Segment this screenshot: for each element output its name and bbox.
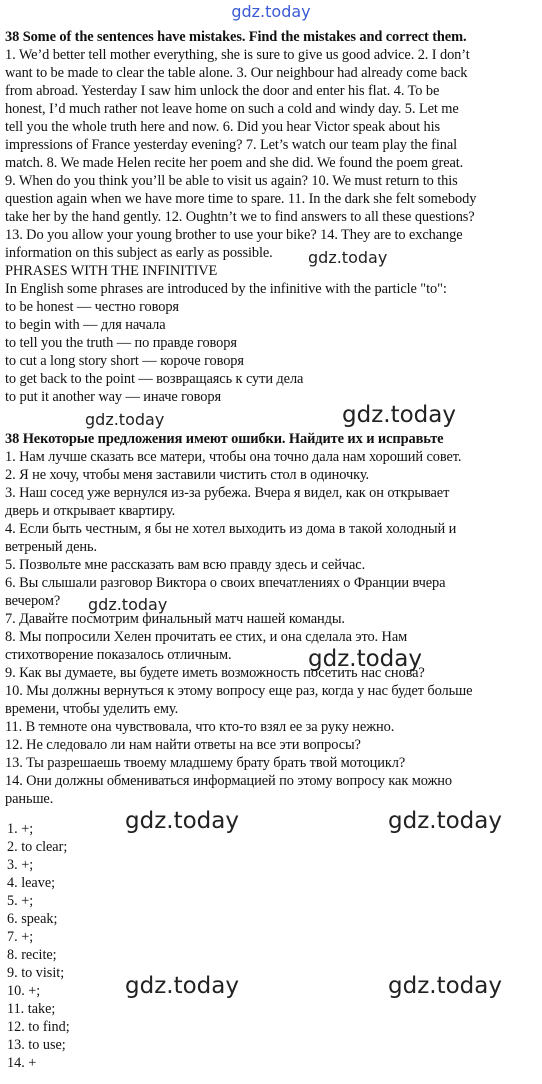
answer-item: 4. leave; (7, 875, 56, 891)
phrases-title: PHRASES WITH THE INFINITIVE (5, 263, 218, 279)
exercise-line-en: question again when we have more time to spare. 11. In the dark she felt somebody (5, 191, 477, 207)
answer-item: 9. to visit; (7, 965, 65, 981)
exercise-line-ru: 5. Позвольте мне рассказать вам всю правду здесь и сейчас. (5, 557, 366, 573)
exercise-line-ru: раньше. (5, 791, 54, 807)
watermark: gdz.today (308, 646, 422, 672)
answer-item: 13. to use; (7, 1037, 66, 1053)
watermark: gdz.today (85, 410, 165, 429)
answer-item: 10. +; (7, 983, 41, 999)
answer-item: 12. to find; (7, 1019, 70, 1035)
exercise-line-en: from abroad. Yesterday I saw him unlock the door and enter his flat. 4. To be (5, 83, 440, 99)
phrase-item: to tell you the truth — по правде говоря (5, 335, 237, 351)
phrase-item: to get back to the point — возвращаясь к сути дела (5, 371, 304, 387)
exercise-line-en: take her by the hand gently. 12. Oughtn’t we to find answers to all these questions? (5, 209, 475, 225)
exercise-line-ru: 10. Мы должны вернуться к этому вопросу еще раз, когда у нас будет больше (5, 683, 473, 699)
watermark: gdz.today (308, 248, 388, 267)
phrase-item: to cut a long story short — короче говоря (5, 353, 244, 369)
phrase-item: to be honest — честно говоря (5, 299, 179, 315)
answer-item: 14. + (7, 1055, 37, 1071)
exercise-line-en: impressions of France yesterday evening? 7. Let’s watch our team play the final (5, 137, 458, 153)
exercise-line-ru: 9. Как вы думаете, вы будете иметь возможность посетить нас снова? (5, 665, 425, 681)
exercise-line-ru: 11. В темноте она чувствовала, что кто-то взял ее за руку нежно. (5, 719, 395, 735)
exercise-line-en: tell you the whole truth here and now. 6. Did you hear Victor speak about his (5, 119, 441, 135)
answer-item: 3. +; (7, 857, 34, 873)
exercise-line-ru: 12. Не следовало ли нам найти ответы на все эти вопросы? (5, 737, 361, 753)
watermark: gdz.today (125, 808, 239, 834)
exercise-line-ru: времени, чтобы уделить ему. (5, 701, 179, 717)
exercise-line-en: 1. We’d better tell mother everything, she is sure to give us good advice. 2. I don’t (5, 47, 470, 63)
exercise-line-ru: 13. Ты разрешаешь твоему младшему брату брать твой мотоцикл? (5, 755, 406, 771)
answer-item: 8. recite; (7, 947, 57, 963)
answer-item: 6. speak; (7, 911, 58, 927)
exercise-heading-en: 38 Some of the sentences have mistakes. Find the mistakes and correct them. (5, 29, 467, 45)
watermark: gdz.today (388, 808, 502, 834)
exercise-line-ru: 7. Давайте посмотрим финальный матч нашей команды. (5, 611, 345, 627)
answer-item: 2. to clear; (7, 839, 68, 855)
exercise-line-ru: 1. Нам лучше сказать все матери, чтобы она точно дала нам хороший совет. (5, 449, 462, 465)
phrase-item: to put it another way — иначе говоря (5, 389, 221, 405)
exercise-line-ru: стихотворение показалось отличным. (5, 647, 232, 663)
exercise-line-ru: 14. Они должны обмениваться информацией по этому вопросу как можно (5, 773, 452, 789)
exercise-line-ru: 6. Вы слышали разговор Виктора о своих впечатлениях о Франции вчера (5, 575, 446, 591)
answer-item: 1. +; (7, 821, 34, 837)
exercise-line-ru: вечером? (5, 593, 61, 609)
phrases-intro: In English some phrases are introduced by the infinitive with the particle "to": (5, 281, 447, 297)
exercise-line-ru: дверь и открывает квартиру. (5, 503, 176, 519)
exercise-heading-ru: 38 Некоторые предложения имеют ошибки. Найдите их и исправьте (5, 431, 444, 447)
watermark: gdz.today (125, 973, 239, 999)
exercise-line-en: information on this subject as early as possible. (5, 245, 273, 261)
exercise-line-ru: ветреный день. (5, 539, 97, 555)
answer-item: 5. +; (7, 893, 34, 909)
watermark: gdz.today (231, 2, 311, 21)
exercise-line-ru: 3. Наш сосед уже вернулся из-за рубежа. Вчера я видел, как он открывает (5, 485, 450, 501)
answer-item: 7. +; (7, 929, 34, 945)
exercise-line-en: 13. Do you allow your young brother to use your bike? 14. They are to exchange (5, 227, 463, 243)
watermark: gdz.today (88, 595, 168, 614)
phrase-item: to begin with — для начала (5, 317, 166, 333)
watermark: gdz.today (388, 973, 502, 999)
watermark: gdz.today (342, 402, 456, 428)
answer-item: 11. take; (7, 1001, 56, 1017)
exercise-line-en: match. 8. We made Helen recite her poem and she did. We found the poem great. (5, 155, 464, 171)
exercise-line-en: want to be made to clear the table alone. 3. Our neighbour had already come back (5, 65, 468, 81)
exercise-line-ru: 4. Если быть честным, я бы не хотел выходить из дома в такой холодный и (5, 521, 457, 537)
exercise-line-ru: 2. Я не хочу, чтобы меня заставили чистить стол в одиночку. (5, 467, 369, 483)
exercise-line-en: honest, I’d much rather not leave home on such a cold and windy day. 5. Let me (5, 101, 459, 117)
exercise-line-en: 9. When do you think you’ll be able to visit us again? 10. We must return to this (5, 173, 458, 189)
exercise-line-ru: 8. Мы попросили Хелен прочитать ее стих, и она сделала это. Нам (5, 629, 408, 645)
